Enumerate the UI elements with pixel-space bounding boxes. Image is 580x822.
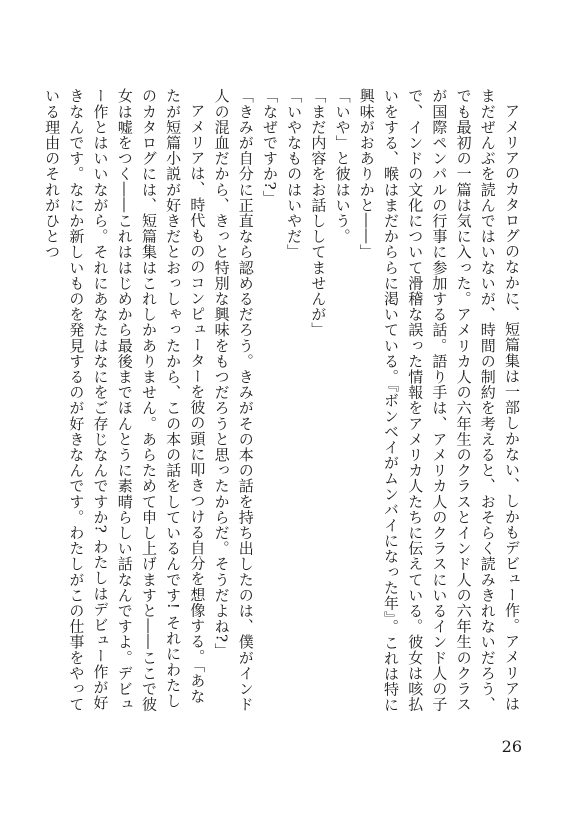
vertical-text-block (43, 88, 524, 718)
paragraph-6: 「きみが自分に正直なら認めるだろう。きみがその本の話を持ち出したのは、僕がインド人の混血だから、きっと特別な興味をもつだろうと思ったからだ。そうだよね?」 (212, 88, 255, 712)
paragraph-2: 「いや」と彼はいう。 (333, 88, 352, 244)
paragraph-3: 「まだ内容をお話ししてませんが」 (309, 88, 328, 338)
paragraph-7: アメリアは、時代もののコンピューターを彼の頭に叩きつける自分を想像する。「あなたが短篇小説が好きだとおっしゃったから、この本の話をしているんです! それにわたしのカタログには、短篇集はこれしかありません。あらためて申し上げますと――ここで彼女は嘘をつく――これははじめから最後までほんとうに素晴らしい話なんですよ。デビュー作とはいいながら。それにあなたはなにをご存じなんですか? わたしはデビュー作が好きなんです。なにか新しいものを発見するのが好きなんです。わたしがこの仕事をやっている理由のそれがひとつ (43, 88, 207, 712)
paragraph-1: アメリアのカタログのなかに、短篇集は一部しかない、しかもデビュー作。アメリアはまだぜんぶを読んではいないが、時間の制約を考えると、おそらく読みきれないだろう、でも最初の一篇は気に入った。アメリカ人の六年生のクラスとインド人の六年生のクラスが国際ペンパルの行事に参加する話。語り手は、アメリカ人のクラスにいるインド人の子で、インドの文化について滑稽な誤った情報をアメリカ人たちに伝えている。彼女は咳払いをする、喉はまだかららに渇いている。『ボンベイがムンバイになった年』。これは特に興味がおありかと――」 (357, 88, 521, 713)
page-number: 26 (501, 737, 522, 756)
paragraph-4: 「いやなものはいやだ」 (285, 88, 304, 260)
paragraph-5: 「なぜですか?」 (260, 88, 279, 206)
